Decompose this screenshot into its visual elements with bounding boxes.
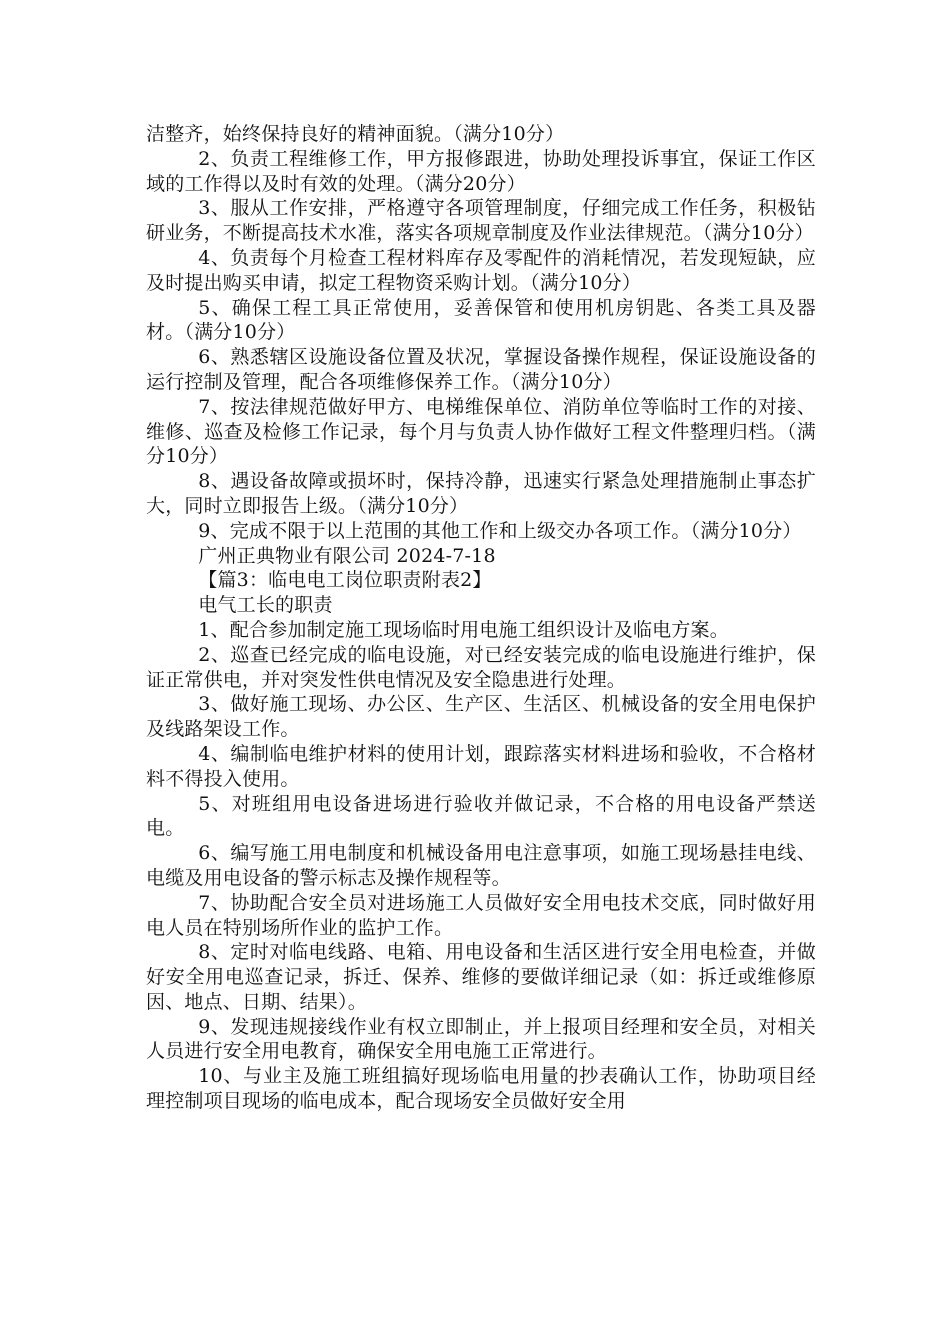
duty-item-5: 5、对班组用电设备进场进行验收并做记录，不合格的用电设备严禁送电。 — [146, 792, 816, 840]
paragraph-item-5: 5、确保工程工具正常使用，妥善保管和使用机房钥匙、各类工具及器材。（满分10分） — [146, 296, 816, 344]
paragraph-item-9: 9、完成不限于以上范围的其他工作和上级交办各项工作。（满分10分） — [198, 519, 802, 542]
duty-item-4: 4、编制临电维护材料的使用计划，跟踪落实材料进场和验收，不合格材料不得投入使用。 — [146, 742, 816, 790]
paragraph-item-3: 3、服从工作安排，严格遵守各项管理制度，仔细完成工作任务，积极钻研业务，不断提高技术水准，落实各项规章制度及作业法律规范。（满分10分） — [146, 197, 816, 245]
document-body — [146, 122, 816, 1114]
duty-item-10: 10、与业主及施工班组搞好现场临电用量的抄表确认工作，协助项目经理控制项目现场的临电成本，配合现场安全员做好安全用 — [146, 1065, 816, 1113]
section-heading: 【篇3：临电电工岗位职责附表2】 — [198, 569, 492, 592]
paragraph-item-6: 6、熟悉辖区设施设备位置及状况，掌握设备操作规程，保证设施设备的运行控制及管理，配合各项维修保养工作。（满分10分） — [146, 346, 816, 393]
duty-item-9: 9、发现违规接线作业有权立即制止，并上报项目经理和安全员，对相关人员进行安全用电教育，确保安全用电施工正常进行。 — [146, 1015, 816, 1063]
duty-item-2: 2、巡查已经完成的临电设施，对已经安装完成的临电设施进行维护，保证正常供电，并对突发性供电情况及安全隐患进行处理。 — [146, 643, 816, 691]
duty-item-3: 3、做好施工现场、办公区、生产区、生活区、机械设备的安全用电保护及线路架设工作。 — [146, 693, 816, 741]
duty-item-8: 8、定时对临电线路、电箱、用电设备和生活区进行安全用电检查，并做好安全用电巡查记录，拆迁、保养、维修的要做详细记录（如：拆迁或维修原因、地点、日期、结果）。 — [146, 941, 816, 1013]
paragraph-item-4: 4、负责每个月检查工程材料库存及零配件的消耗情况，若发现短缺，应及时提出购买申请，拟定工程物资采购计划。（满分10分） — [146, 246, 816, 294]
duty-item-1: 1、配合参加制定施工现场临时用电施工组织设计及临电方案。 — [198, 618, 729, 641]
paragraph-continued: 洁整齐，始终保持良好的精神面貌。（满分10分） — [146, 123, 565, 145]
subsection-title: 电气工长的职责 — [198, 594, 333, 617]
duty-item-7: 7、协助配合安全员对进场施工人员做好安全用电技术交底，同时做好用电人员在特别场所作业的监护工作。 — [146, 891, 816, 939]
duty-item-6: 6、编写施工用电制度和机械设备用电注意事项，如施工现场悬挂电线、电缆及用电设备的警示标志及操作规程等。 — [146, 842, 816, 889]
paragraph-item-7: 7、按法律规范做好甲方、电梯维保单位、消防单位等临时工作的对接、维修、巡查及检修工作记录，每个月与负责人协作做好工程文件整理归档。（满分10分） — [146, 395, 816, 468]
paragraph-item-2: 2、负责工程维修工作，甲方报修跟进，协助处理投诉事宜，保证工作区域的工作得以及时有效的处理。（满分20分） — [146, 147, 816, 195]
paragraph-item-8: 8、遇设备故障或损坏时，保持冷静，迅速实行紧急处理措施制止事态扩大，同时立即报告上级。（满分10分） — [146, 470, 816, 517]
company-signature-date: 广州正典物业有限公司 2024-7-18 — [198, 544, 496, 567]
